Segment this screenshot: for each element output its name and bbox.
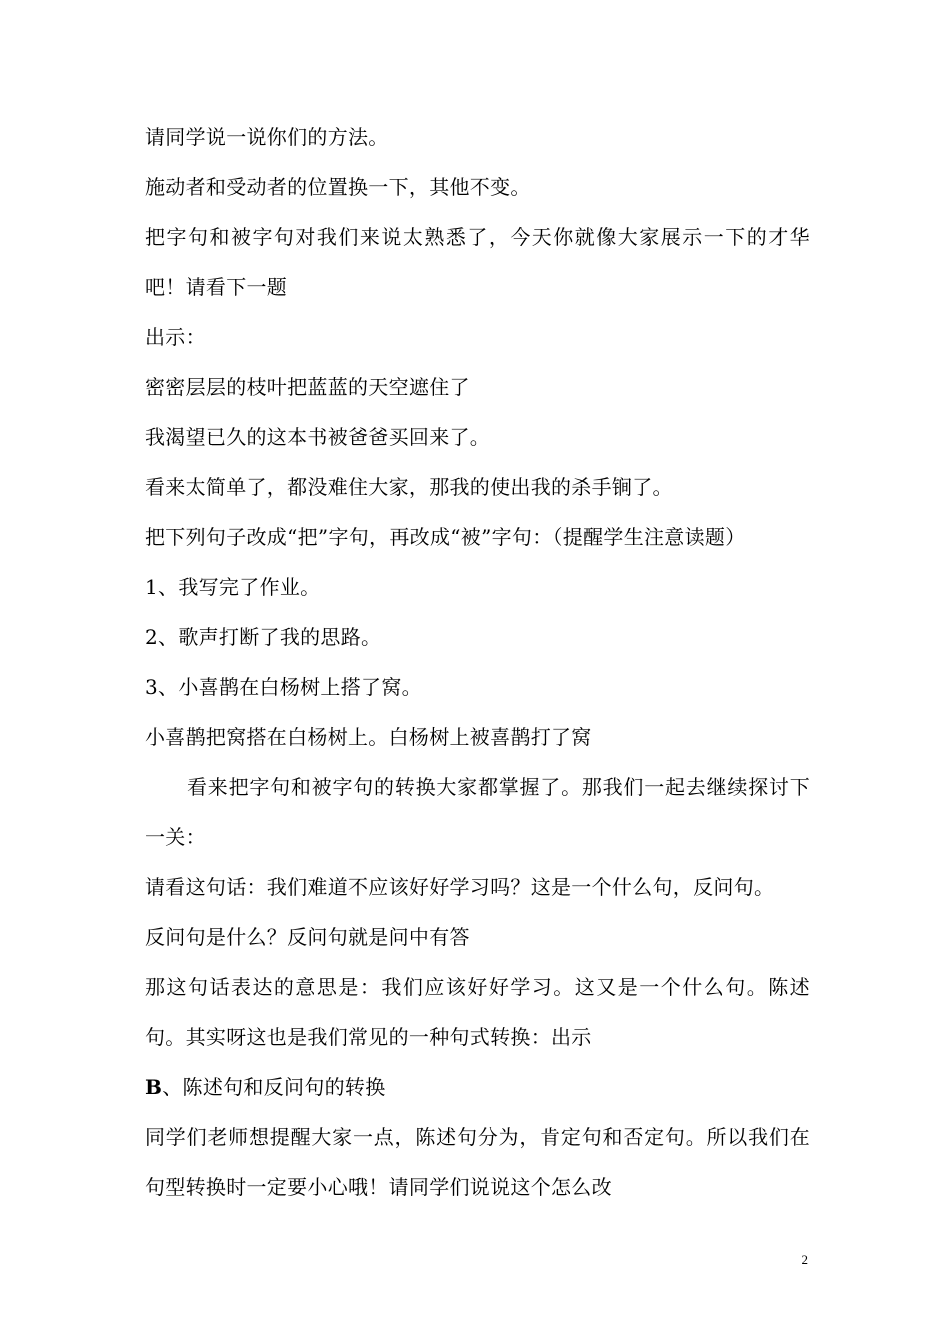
paragraph-1: 请同学说一说你们的方法。	[145, 125, 389, 149]
page-number: 2	[801, 1252, 808, 1267]
list-item-2: 2、歌声打断了我的思路。	[145, 625, 382, 649]
paragraph-5: 密密层层的枝叶把蓝蓝的天空遮住了	[145, 375, 470, 399]
paragraph-transition: 看来把字句和被字句的转换大家都掌握了。那我们一起去继续探讨下一关：	[145, 775, 810, 849]
document-body	[145, 112, 810, 1212]
paragraph-meaning: 那这句话表达的意思是：我们应该好好学习。这又是一个什么句。陈述句。其实呀这也是我们常见的一种句式转换：出示	[145, 975, 810, 1049]
paragraph-7: 看来太简单了，都没难住大家，那我的使出我的杀手锏了。	[145, 475, 673, 499]
list-item-1: 1、我写完了作业。	[145, 575, 321, 599]
section-letter: B	[145, 1075, 163, 1099]
paragraph-8: 把下列句子改成“把”字句，再改成“被”字句：（提醒学生注意读题）	[145, 525, 746, 549]
paragraph-4: 出示：	[145, 325, 206, 349]
section-title: 、陈述句和反问句的转换	[162, 1075, 386, 1099]
paragraph-6: 我渴望已久的这本书被爸爸买回来了。	[145, 425, 491, 449]
paragraph-definition: 反问句是什么？反问句就是问中有答	[145, 925, 470, 949]
paragraph-3: 把字句和被字句对我们来说太熟悉了，今天你就像大家展示一下的才华吧！请看下一题	[145, 225, 810, 299]
paragraph-answer: 小喜鹊把窝搭在白杨树上。白杨树上被喜鹊打了窝	[145, 725, 592, 749]
paragraph-question: 请看这句话：我们难道不应该好好学习吗？这是一个什么句，反问句。	[145, 875, 775, 899]
list-item-3: 3、小喜鹊在白杨树上搭了窝。	[145, 675, 422, 699]
paragraph-2: 施动者和受动者的位置换一下，其他不变。	[145, 175, 531, 199]
section-heading-b	[145, 1062, 810, 1112]
paragraph-closing: 同学们老师想提醒大家一点，陈述句分为，肯定句和否定句。所以我们在句型转换时一定要小心哦！请同学们说说这个怎么改	[145, 1125, 810, 1199]
